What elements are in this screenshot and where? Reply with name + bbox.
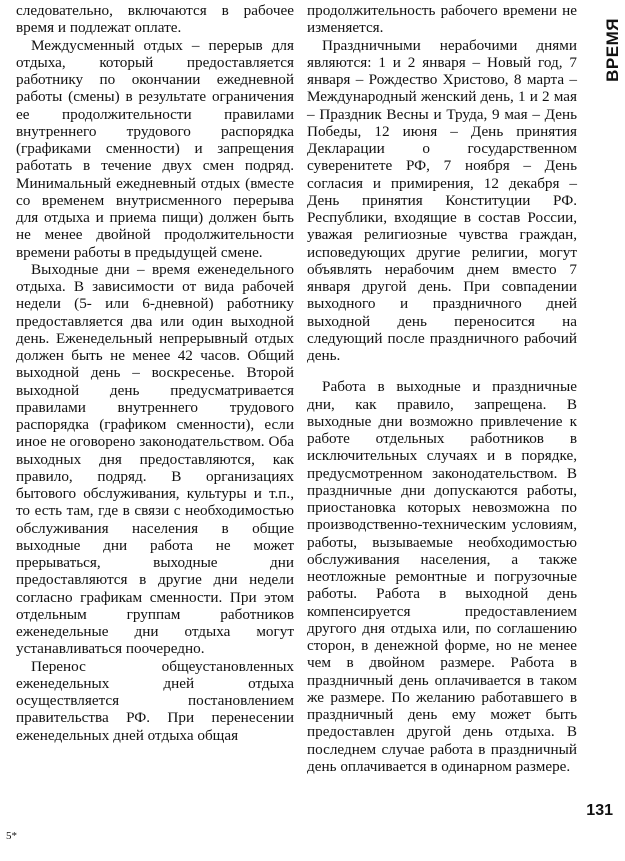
page-number: 131 bbox=[586, 802, 613, 819]
sheet-signature-mark: 5* bbox=[6, 830, 17, 842]
paragraph-continuation: следовательно, включаются в рабочее время и подлежат оплате. bbox=[16, 2, 294, 37]
paragraph-transfer-days-off: Перенос общеустановленных еженедельных дней отдыха осуществляется постановлением правительства РФ. При перенесении еженедельных дней отдыха общая bbox=[16, 657, 294, 744]
paragraph-work-on-holidays: Работа в выходные и праздничные дни, как правило, запрещена. В выходные дни возможно привлечение к работе отдельных работников в исключительных случаях и в порядке, предусмотренном законодательством. В праздничные дни допускаются работы, приостановка которых невозможна по производственно-техническим условиям, работы, вызываемые необходимостью обслуживания населения, а также неотложные ремонтные и погрузочные работы. Работа в выходной день компенсируется предоставлением другого дня отдыха или, по соглашению сторон, в денежной форме, но не менее чем в двойном размере. Работа в праздничный день оплачивается в таком же размере. По желанию работавшего в праздничный день ему может быть предоставлен другой день отдыха. В последнем случае работа в праздничный день оплачивается в одинарном размере. bbox=[307, 378, 577, 775]
right-text-column bbox=[307, 2, 577, 775]
paragraph-continuation-right: продолжительность рабочего времени не изменяется. bbox=[307, 2, 577, 37]
paragraph-holidays: Праздничными нерабочими днями являются: 1 и 2 января – Новый год, 7 января – Рождество Христово, 8 марта – Международный женский день, 1 и 2 мая – Праздник Весны и Труда, 9 мая – День Победы, 12 июня – День принятия Декларации о государственном суверенитете РФ, 7 ноября – День согласия и примирения, 12 декабря – День принятия Конституции РФ. Республики, входящие в состав России, уважая религиозные чувства граждан, исповедующих другие религии, могут объявлять нерабочим днем вместо 7 января другой день. При совпадении выходного и праздничного дней выходной день переносится на следующий после праздничного рабочий день. bbox=[307, 36, 577, 364]
left-text-column bbox=[16, 2, 294, 744]
section-label: ВРЕМЯ bbox=[603, 18, 622, 82]
paragraph-interchange-rest: Междусменный отдых – перерыв для отдыха, который предоставляется работнику по окончании ежедневной работы (смены) в результате ограничения ее продолжительности правилами внутреннего трудового распорядка (графиками сменности) и запрещения работать в течение двух смен подряд. Минимальный ежедневный отдых (вместе со временем внутрисменного перерыва для отдыха и приема пищи) должен быть не менее двойной продолжительности времени работы в предыдущей смене. bbox=[16, 36, 294, 261]
paragraph-days-off: Выходные дни – время еженедельного отдыха. В зависимости от вида рабочей недели (5- или 6-дневной) работнику предоставляется два или один выходной день. Еженедельный непрерывный отдых должен быть не менее 42 часов. Общий выходной день – воскресенье. Второй выходной день предусматривается правилами внутреннего трудового распорядка (графиком сменности), если иное не оговорено законодательством. Оба выходных дня предоставляются, как правило, подряд. В организациях бытового обслуживания, культуры и т.п., то есть там, где в связи с необходимостью обслуживания населения в общие выходные дни работа не может прерываться, выходные дни предоставляются в другие дни недели согласно графикам сменности. При этом отдельным группам работников еженедельные дни отдыха могут устанавливаться поочередно. bbox=[16, 260, 294, 658]
